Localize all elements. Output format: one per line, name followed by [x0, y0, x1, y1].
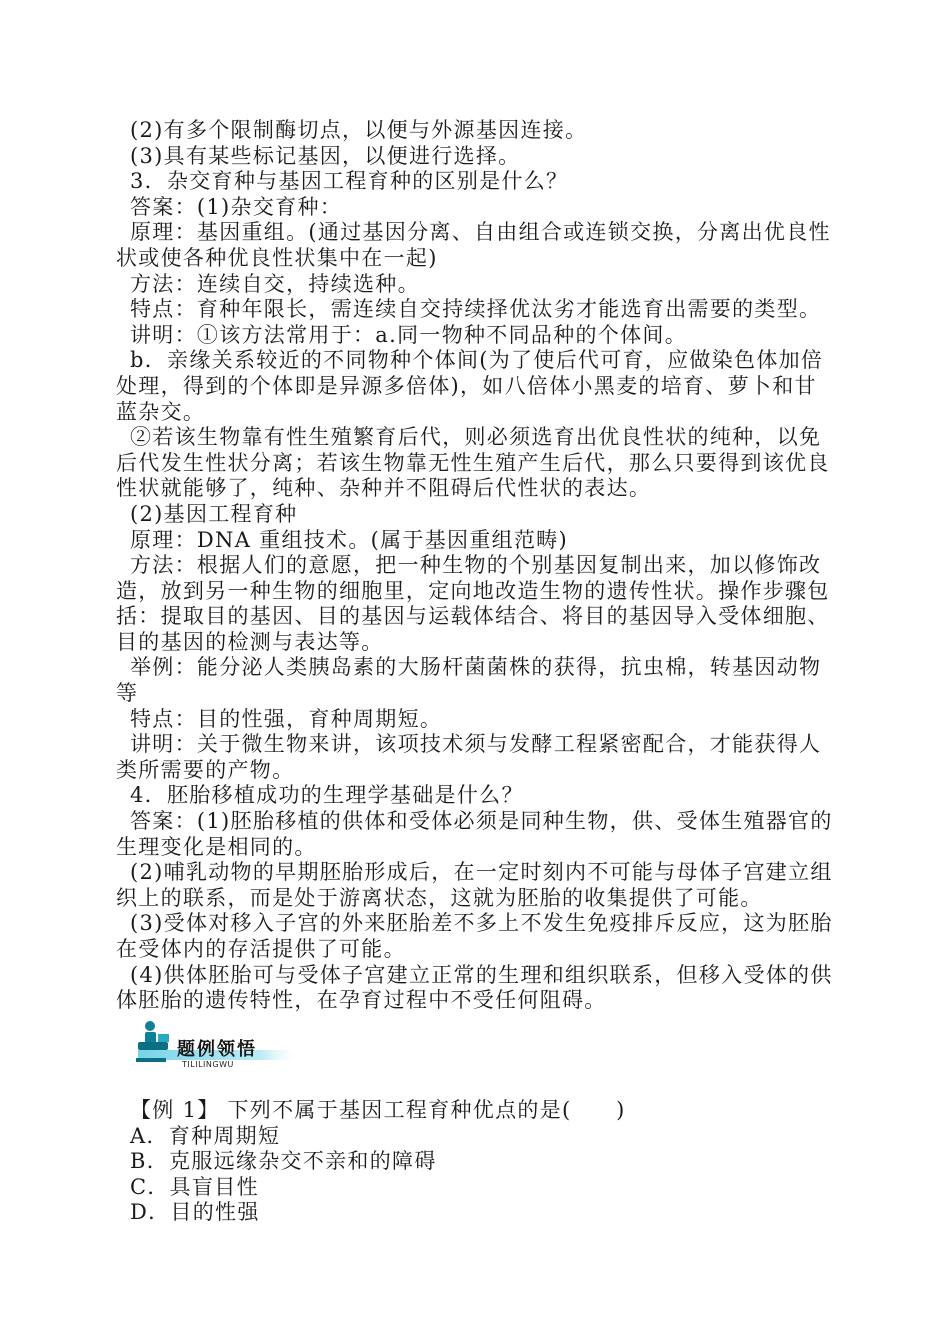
example-question: [116, 1098, 836, 1226]
banner-title: 题例领悟: [177, 1039, 257, 1060]
paragraph: 答案：(1)杂交育种：: [130, 194, 343, 219]
paragraph: 原理：基因重组。(通过基因分离、自由组合或连锁交换，分离出优良性状或使各种优良性状集中在一起): [116, 220, 831, 270]
paragraph: 讲明：①该方法常用于：a.同一物种不同品种的个体间。: [130, 322, 687, 347]
paragraph: ②若该生物靠有性生殖繁育后代，则必须选育出优良性状的纯种，以免后代发生性状分离；若该生物靠无性生殖产生后代，那么只要得到该优良性状就能够了，纯种、杂种并不阻碍后代性状的表达。: [116, 425, 830, 501]
paragraph: (4)供体胚胎可与受体子宫建立正常的生理和组织联系，但移入受体的供体胚胎的遗传特性，在孕育过程中不受任何阻碍。: [116, 962, 833, 1013]
option-c: C．具盲目性: [130, 1174, 259, 1199]
option-b: B．克服远缘杂交不亲和的障碍: [130, 1149, 437, 1174]
section-heading-3: 3．杂交育种与基因工程育种的区别是什么？: [130, 169, 569, 194]
paragraph: (2)有多个限制酶切点，以便与外源基因连接。: [130, 118, 588, 142]
section-banner: [132, 1020, 302, 1074]
paragraph: b．亲缘关系较近的不同物种个体间(为了使后代可育，应做染色体加倍处理，得到的个体即是异源多倍体)，如八倍体小黑麦的培育、萝卜和甘蓝杂交。: [116, 348, 824, 424]
question-stem: 【例 1】 下列不属于基因工程育种优点的是( ): [130, 1098, 626, 1122]
option-a: A．育种周期短: [130, 1123, 281, 1148]
paragraph: 方法：根据人们的意愿，把一种生物的个别基因复制出来，加以修饰改造，放到另一种生物的细胞里，定向地改造生物的遗传性状。操作步骤包括：提取目的基因、目的基因与运载体结合、将目的基因导入受体细胞、目的基因的检测与表达等。: [116, 553, 830, 654]
paragraph: (2)基因工程育种: [130, 501, 298, 526]
paragraph: 方法：连续自交，持续选种。: [130, 271, 420, 296]
paragraph: 讲明：关于微生物来讲，该项技术须与发酵工程紧密配合，才能获得人类所需要的产物。: [116, 732, 822, 782]
banner-subtitle: TILILINGWU: [182, 1060, 234, 1069]
paragraph: 举例：能分泌人类胰岛素的大肠杆菌菌株的获得，抗虫棉，转基因动物等: [116, 655, 822, 706]
paragraph: (3)受体对移入子宫的外来胚胎差不多上不发生免疫排斥反应，这为胚胎在受体内的存活提供了可能。: [116, 911, 833, 961]
option-d: D．目的性强: [130, 1200, 260, 1225]
body-text: [116, 118, 836, 1014]
paragraph: (3)具有某些标记基因，以便进行选择。: [130, 143, 521, 168]
paragraph: (2)哺乳动物的早期胚胎形成后，在一定时刻内不可能与母体子宫建立组织上的联系，而是处于游离状态，这就为胚胎的收集提供了可能。: [116, 860, 833, 910]
paragraph: 答案：(1)胚胎移植的供体和受体必须是同种生物，供、受体生殖器官的生理变化是相同的。: [116, 809, 833, 859]
section-heading-4: 4．胚胎移植成功的生理学基础是什么？: [130, 783, 524, 808]
paragraph: 特点：目的性强，育种周期短。: [130, 706, 443, 731]
paragraph: 特点：育种年限长，需连续自交持续择优汰劣才能选育出需要的类型。: [130, 297, 822, 322]
paragraph: 原理：DNA 重组技术。(属于基因重组范畴): [130, 527, 569, 552]
